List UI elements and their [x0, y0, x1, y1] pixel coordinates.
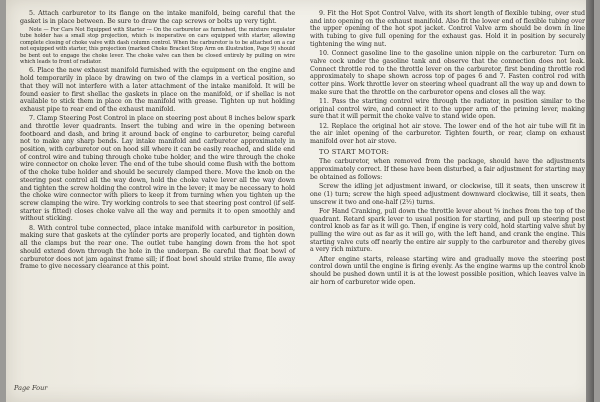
start-paragraph-4: After engine starts, release starting wire and gradually move the steering post control down until the engine is firing evenly. As the engine warms up the control knob should be pushed down until it is at the lowest possible position, which leaves valve in air horn of carburetor wide open. [310, 255, 585, 286]
scan-edge [586, 0, 594, 402]
left-column [20, 10, 295, 273]
step-9: 9. Fit the Hot Spot Control Valve, with its short length of flexible tubing, over stud and into opening on the exhaust manifold. Also fit the lower end of flexible tubing over the upper opening of the hot spot jacket. Control Valve arm should be down in line with tubing to give full opening for the exhaust gas. Hold it in position by securely tightening the wing nut. [310, 10, 585, 48]
start-motor-heading: TO START MOTOR: [319, 147, 390, 156]
starter-note: Note — For Cars Not Equipped with Starter — On the carburetor as furnished, the mixture regulator tube holder has a small stop projection, which is inoperative on cars equipped with starter, allowing complete closing of choke valve with dash column control. When the carburetor is to be attached on a car not equipped with starter, this projection (marked Choke Bracket Stop Arm on illustration, Page 9) should be bent out to engage the choke lever. The choke valve can then be closed entirely by pulling on wire which leads to front of radiator. [20, 27, 295, 66]
right-column [310, 10, 585, 288]
step-5: 5. Attach carburetor to its flange on the intake manifold, being careful that the gasket is in place between. Be sure to draw the cap screws or bolts up very tight. [20, 10, 295, 25]
step-7: 7. Clamp Steering Post Control in place on steering post about 8 inches below spark and throttle lever quadrants. Insert the tubing and wire in the opening between footboard and dash, and bring it around back of engine to carburetor, being careful not to make any sharp bends. Lay intake manifold and carburetor approximately in position, with carburetor out on hood sill where it can be easily reached, and slide end of control wire and tubing through choke tube holder, and the wire through the choke wire connector on choke lever. The end of the tube should come flush with the bottom of the choke tube holder and should be securely clamped there. Move the knob on the steering post control all the way down, hold the choke valve lever all the way down and tighten the screw holding the control wire in the lever; it may be necessary to hold the choke wire connector with pliers to keep it from turning when you tighten up the screw clamping the wire. Try working controls to see that steering post control (if self-starter is fitted) closes choke valve all the way and permits it to open smoothly and without sticking. [20, 115, 295, 223]
start-paragraph-2: Screw the idling jet adjustment inward, or clockwise, till it seats, then unscrew it one (1) turn; screw the high speed adjustment downward clockwise, till it seats, then unscrew it two and one-half (2½) turns. [310, 183, 585, 206]
page-number: Page Four [14, 384, 48, 392]
step-10: 10. Connect gasoline line to the gasoline union nipple on the carburetor. Turn on valve cock under the gasoline tank and observe that the connection does not leak. Connect throttle rod to the throttle lever on the carburetor, first bending throttle rod approximately to shape shown across top of pages 6 and 7. Fasten control rod with cotter pins. Work throttle lever on steering wheel quadrant all the way up and down to make sure that the throttle on the carburetor opens and closes all the way. [310, 50, 585, 96]
start-paragraph-1: The carburetor, when removed from the package, should have the adjustments approximately correct. If these have been disturbed, a fair adjustment for starting may be obtained as follows: [310, 158, 585, 181]
start-paragraph-3: For Hand Cranking, pull down the throttle lever about ⅝ inches from the top of the quadrant. Retard spark lever to usual position for starting, and pull up steering post control knob as far as it will go. Then, if engine is very cold, hold starting valve shut by pulling the wire out as far as it will go, with the left hand, and crank the engine. This starting valve cuts off nearly the entire air supply to the carburetor and thereby gives a very rich mixture. [310, 207, 585, 254]
step-6: 6. Place the new exhaust manifold furnished with the equipment on the engine and hold temporarily in place by drawing on two of the clamps in a vertical position, so that they will not interfere with a later attachment of the intake manifold. It will be found easier to first shellac the gaskets in place on the manifold, or if shellac is not available to stick them in place on the manifold with grease. Tighten up nut holding exhaust pipe to rear end of the exhaust manifold. [20, 67, 295, 113]
scanned-page [6, 0, 594, 402]
step-8: 8. With control tube connected, place intake manifold with carburetor in position, making sure that gaskets at the cylinder ports are properly located, and tighten down all the clamps but the rear one. The outlet tube hanging down from the hot spot should extend down through the hole in the underpan. Be careful that float bowl of carburetor does not jam against frame sill; if float bowl should strike frame, file away frame to give necessary clearance at this point. [20, 224, 295, 271]
step-12: 12. Replace the original hot air stove. The lower end of the hot air tube will fit in the air inlet opening of the carburetor. Tighten fourth, or rear, clamp on exhaust manifold over hot air stove. [310, 122, 585, 146]
step-11: 11. Pass the starting control wire through the radiator, in position similar to the original control wire, and connect it to the upper arm of the priming lever, making sure that it will permit the choke valve to stand wide open. [310, 97, 585, 121]
